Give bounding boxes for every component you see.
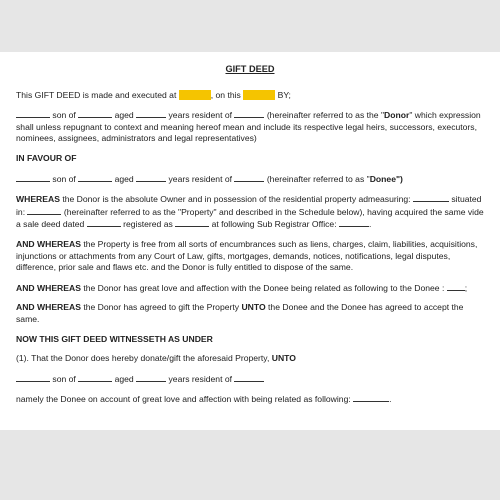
donee2-father-blank[interactable]: [78, 373, 112, 382]
donor-ref-text-2: " which expression shall unless repugnant to context and meaning hereof mean and include its respective legal heirs, successors, executors, nominees, assignees, administrators and legal representatives): [16, 110, 481, 144]
namely-paragraph: [16, 393, 484, 406]
namely-relation-blank[interactable]: [353, 393, 392, 405]
intro-paragraph: [16, 90, 484, 102]
donee-detail-paragraph: [16, 373, 484, 386]
situated-text: situated in:: [16, 194, 482, 217]
location-blank[interactable]: [27, 206, 61, 215]
son-of-label: son of: [52, 373, 76, 384]
agreement-text-2: the Donee and the Donee has agreed to accept the same.: [16, 302, 464, 324]
donor-name-blank[interactable]: [16, 109, 50, 118]
agreement-text: the Donor has agreed to gift the Property: [80, 302, 242, 313]
encumbrance-text: the Property is free from all sorts of encumbrances such as liens, charges, claim, liabilities, acquisitions, injunctions or attachments from any Court of Law, gifts, mortgages, demands, notices, notifications, legal disputes, difference, prior sale and flaws etc. and the Donor is fully entitled to dispose of the same.: [16, 238, 478, 273]
donee-name-blank[interactable]: [16, 173, 50, 182]
date-highlight-field[interactable]: [243, 90, 275, 100]
relation-blank[interactable]: [447, 282, 468, 293]
son-of-label: son of: [52, 173, 76, 184]
donor-paragraph: [16, 109, 484, 145]
aged-label: aged: [114, 110, 134, 121]
namely-text: namely the Donee on account of great love and affection with being related as following:: [16, 394, 351, 405]
sub-registrar-text: at following Sub Registrar Office:: [209, 219, 337, 230]
relation-tail: ;: [464, 282, 468, 293]
years-resident-label: years resident of: [168, 173, 233, 184]
and-whereas-keyword: AND WHEREAS: [16, 302, 81, 313]
donee-age-blank[interactable]: [136, 173, 166, 182]
donor-age-blank[interactable]: [136, 109, 166, 118]
clause-1-text: (1). That the Donor does hereby donate/gift the aforesaid Property,: [16, 353, 272, 364]
unto-keyword: UNTO: [241, 302, 266, 313]
donee-father-blank[interactable]: [78, 173, 112, 182]
sale-deed-text: (hereinafter referred to as the "Property" and described in the Schedule below), having acquired the same vide a sale deed dated: [16, 206, 484, 230]
whereas-ownership-paragraph: WHEREAS the Donor is the absolute Owner and in possession of the residential property admeasuring: situated in: (hereinafter referred to as the "Property" and described in the Schedule below), having acquired the same vide a sale deed dated registered as at following Sub Registrar Office: .: [16, 194, 484, 230]
and-whereas-keyword: AND WHEREAS: [16, 282, 81, 293]
in-favour-heading: IN FAVOUR OF: [16, 152, 77, 163]
years-resident-label: years resident of: [168, 110, 233, 121]
area-blank[interactable]: [413, 193, 449, 202]
whereas-encumbrance-paragraph: [16, 239, 484, 274]
years-resident-label: years resident of: [168, 373, 233, 384]
donor-ref-text: (hereinafter referred to as the ": [266, 110, 385, 121]
whereas-agreement-paragraph: [16, 302, 484, 325]
registered-text: registered as: [120, 219, 173, 230]
sub-registrar-blank[interactable]: [339, 218, 369, 227]
donee2-name-blank[interactable]: [16, 373, 50, 382]
ownership-text: the Donor is the absolute Owner and in possession of the residential property admeasuring:: [59, 194, 411, 205]
whereas-keyword: WHEREAS: [16, 194, 60, 205]
intro-on-this: , on this: [210, 89, 241, 100]
whereas-relation-paragraph: [16, 282, 484, 295]
donee-residence-blank[interactable]: [234, 173, 264, 182]
document-body: [16, 64, 484, 414]
intro-by: BY;: [277, 89, 291, 100]
donee-role: Donee"): [369, 173, 403, 184]
and-whereas-keyword: AND WHEREAS: [16, 238, 81, 249]
donee2-residence-blank[interactable]: [234, 373, 264, 382]
aged-label: aged: [114, 373, 134, 384]
unto-keyword: UNTO: [271, 353, 296, 364]
document-title: GIFT DEED: [225, 64, 275, 74]
donee2-age-blank[interactable]: [136, 373, 166, 382]
donor-father-blank[interactable]: [78, 109, 112, 118]
sale-date-blank[interactable]: [87, 218, 121, 227]
donor-role: Donor: [384, 110, 410, 121]
donee-paragraph: [16, 173, 484, 186]
registration-blank[interactable]: [175, 218, 209, 227]
place-highlight-field[interactable]: [179, 90, 211, 100]
document-page: [0, 52, 500, 430]
donor-residence-blank[interactable]: [234, 109, 264, 118]
namely-tail: .: [389, 394, 392, 405]
donee-ref-text: (hereinafter referred to as ": [266, 173, 370, 184]
intro-text: This GIFT DEED is made and executed at: [16, 89, 177, 100]
witnesseth-heading: NOW THIS GIFT DEED WITNESSETH AS UNDER: [16, 333, 213, 344]
clause-1: [16, 353, 484, 365]
son-of-label: son of: [52, 110, 76, 121]
aged-label: aged: [114, 173, 134, 184]
relation-text: the Donor has great love and affection with the Donee being related as following to the Donee :: [80, 282, 445, 293]
